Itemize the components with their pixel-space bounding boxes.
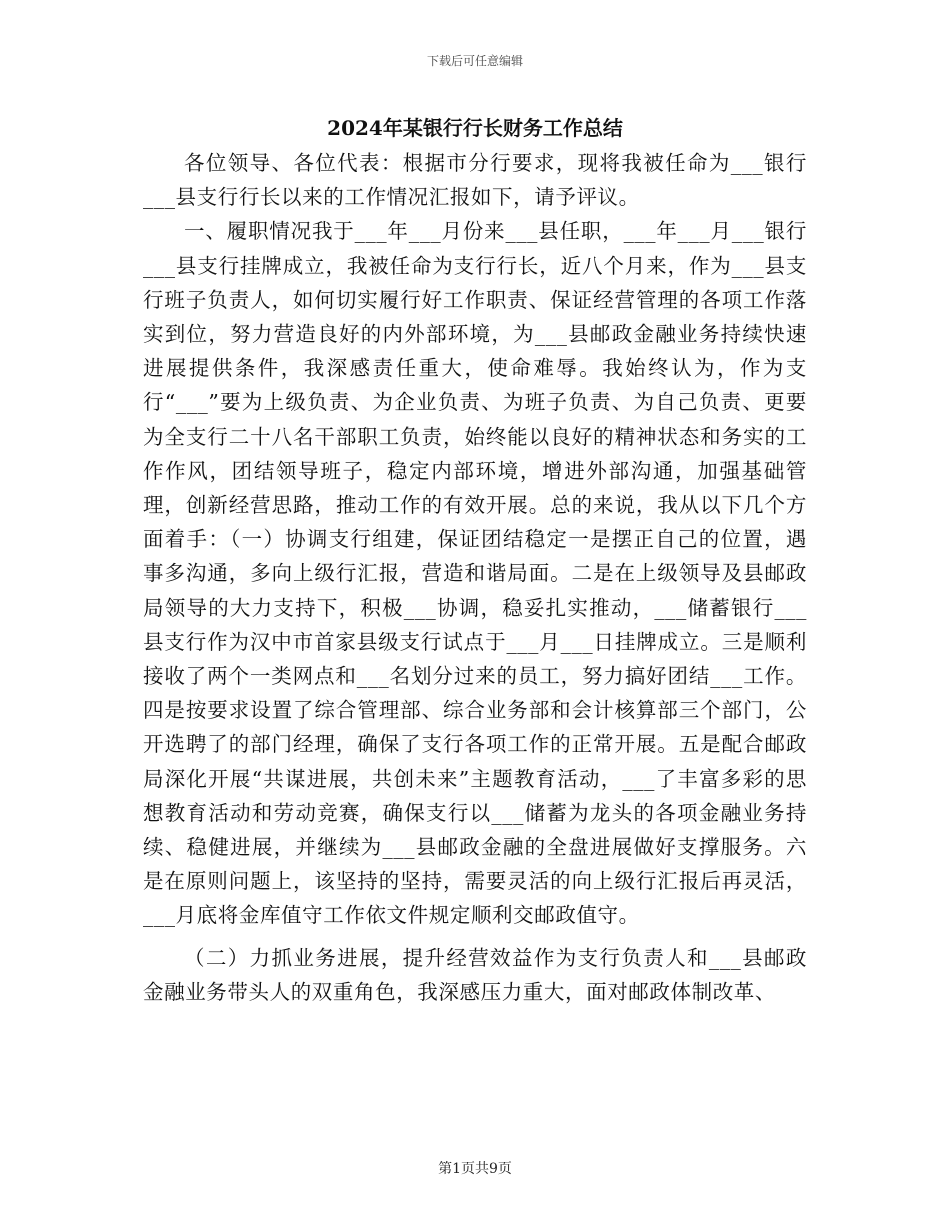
paragraph-section-one: 一、履职情况我于___年___月份来___县任职，___年___月___银行___县支行挂牌成立，我被任命为支行行长，近八个月来，作为___县支行班子负责人，如何切实履行好工作职责、保证经营管理的各项工作落实到位，努力营造良好的内外部环境，为___县邮政金融业务持续快速进展提供条件，我深感责任重大，使命难辱。我始终认为，作为支行“___”要为上级负责、为企业负责、为班子负责、为自己负责、更要为全支行二十八名干部职工负责，始终能以良好的精神状态和务实的工作作风，团结领导班子，稳定内部环境，增进外部沟通，加强基础管理，创新经营思路，推动工作的有效开展。总的来说，我从以下几个方面着手：（一）协调支行组建，保证团结稳定一是摆正自己的位置，遇事多沟通，多向上级行汇报，营造和谐局面。二是在上级领导及县邮政局领导的大力支持下，积极___协调，稳妥扎实推动，___储蓄银行___县支行作为汉中市首家县级支行试点于___月___日挂牌成立。三是顺利接收了两个一类网点和___名划分过来的员工，努力搞好团结___工作。四是按要求设置了综合管理部、综合业务部和会计核算部三个部门，公开选聘了的部门经理，确保了支行各项工作的正常开展。五是配合邮政局深化开展“共谋进展，共创未来”主题教育活动，___了丰富多彩的思想教育活动和劳动竞赛，确保支行以___储蓄为龙头的各项金融业务持续、稳健进展，并继续为___县邮政金融的全盘进展做好支撑服务。六是在原则问题上，该坚持的坚持，需要灵活的向上级行汇报后再灵活，___月底将金库值守工作依文件规定顺利交邮政值守。 — [143, 219, 807, 928]
document-title: 2024年某银行行长财务工作总结 — [327, 116, 623, 140]
paragraph-opening: 各位领导、各位代表：根据市分行要求，现将我被任命为___银行___县支行行长以来的工作情况汇报如下，请予评议。 — [143, 151, 807, 210]
page-number-footer: 第1页共9页 — [438, 1161, 512, 1177]
paragraph-section-two: （二）力抓业务进展，提升经营效益作为支行负责人和___县邮政金融业务带头人的双重角色，我深感压力重大，面对邮政体制改革、 — [143, 945, 807, 1004]
page-header-note: 下载后可任意编辑 — [426, 54, 523, 68]
document-body — [143, 146, 807, 1009]
